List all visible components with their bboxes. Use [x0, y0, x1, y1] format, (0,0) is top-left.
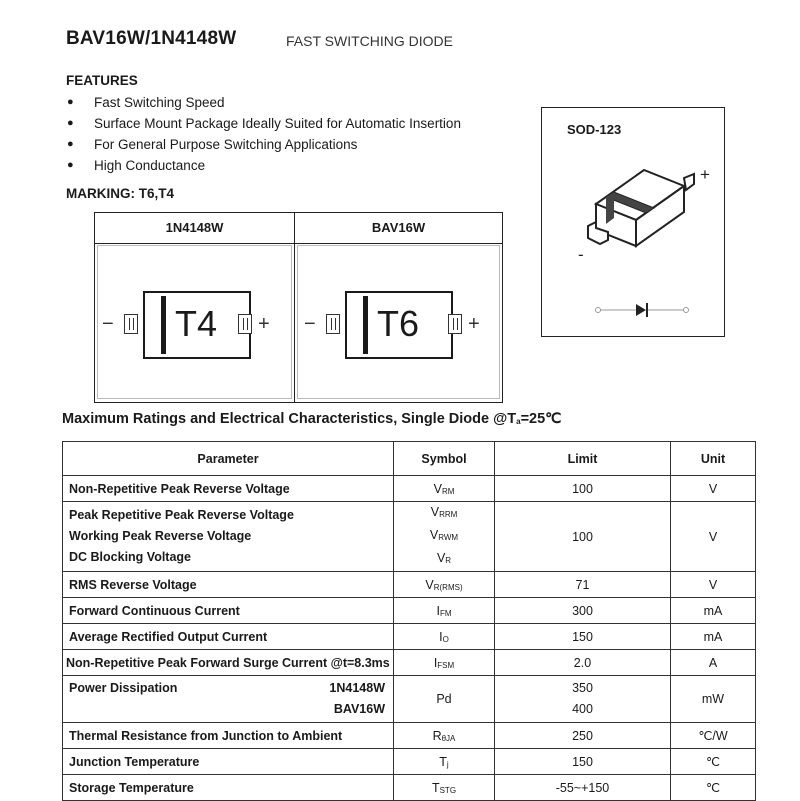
package-label: SOD-123	[567, 122, 622, 137]
plus-sign: +	[468, 313, 480, 335]
bullet-icon: ●	[67, 138, 74, 150]
marking-cell-t4	[97, 245, 292, 399]
table-row: Forward Continuous Current IFM 300 mA	[63, 598, 756, 624]
table-row: Junction Temperature Tj 150 ℃	[63, 749, 756, 775]
part-description: FAST SWITCHING DIODE	[286, 33, 453, 49]
marking-table	[94, 212, 503, 403]
feature-item: ● Surface Mount Package Ideally Suited for Automatic Insertion	[64, 113, 461, 134]
feature-item: ● High Conductance	[64, 155, 461, 176]
col-symbol: Symbol	[394, 442, 495, 476]
pad-left	[124, 314, 138, 334]
sod123-drawing	[542, 108, 726, 338]
marking-col-1n4148w: 1N4148W	[95, 213, 294, 244]
ratings-table	[62, 441, 756, 801]
marking-heading: MARKING: T6,T4	[66, 186, 174, 201]
part-number-title: BAV16W/1N4148W	[66, 28, 237, 49]
col-parameter: Parameter	[63, 442, 394, 476]
features-list	[64, 92, 461, 176]
bullet-icon: ●	[67, 117, 74, 129]
features-heading: FEATURES	[66, 73, 138, 88]
table-row: Storage Temperature TSTG -55~+150 ℃	[63, 775, 756, 801]
table-row: Average Rectified Output Current IO 150 mA	[63, 624, 756, 650]
table-row: RMS Reverse Voltage VR(RMS) 71 V	[63, 572, 756, 598]
package-marking-t4	[143, 291, 251, 359]
pad-right	[448, 314, 462, 334]
table-row: Non-Repetitive Peak Forward Surge Current @t=8.3ms IFSM 2.0 A	[63, 650, 756, 676]
minus-sign: −	[304, 313, 316, 335]
col-limit: Limit	[495, 442, 671, 476]
feature-item: ● Fast Switching Speed	[64, 92, 461, 113]
table-row: Thermal Resistance from Junction to Ambient RθJA 250 ℃/W	[63, 723, 756, 749]
table-header-row	[63, 442, 756, 476]
anode-plus: +	[700, 165, 710, 184]
ratings-heading: Maximum Ratings and Electrical Characteristics, Single Diode @Ta=25℃	[62, 411, 562, 427]
table-row: Power Dissipation 1N4148W BAV16W Pd 350 400 mW	[63, 676, 756, 723]
bullet-icon: ●	[67, 159, 74, 171]
marking-code: T4	[175, 303, 218, 344]
diode-symbol-icon	[636, 304, 646, 316]
bullet-icon: ●	[67, 96, 74, 108]
package-diagram-box	[541, 107, 725, 337]
pad-right	[238, 314, 252, 334]
minus-sign: −	[102, 313, 114, 335]
table-row: Peak Repetitive Peak Reverse Voltage Working Peak Reverse Voltage DC Blocking Voltage VRRM VRWM VR 100 V	[63, 502, 756, 572]
col-unit: Unit	[671, 442, 756, 476]
pad-left	[326, 314, 340, 334]
package-marking-t6	[345, 291, 453, 359]
cathode-band	[363, 296, 368, 354]
cathode-minus: -	[578, 245, 584, 264]
marking-cell-t6	[297, 245, 500, 399]
feature-item: ● For General Purpose Switching Applications	[64, 134, 461, 155]
marking-divider	[294, 213, 295, 402]
plus-sign: +	[258, 313, 270, 335]
marking-col-bav16w: BAV16W	[295, 213, 502, 244]
marking-code: T6	[377, 303, 420, 344]
table-row: Non-Repetitive Peak Reverse Voltage VRM 100 V	[63, 476, 756, 502]
cathode-band	[161, 296, 166, 354]
